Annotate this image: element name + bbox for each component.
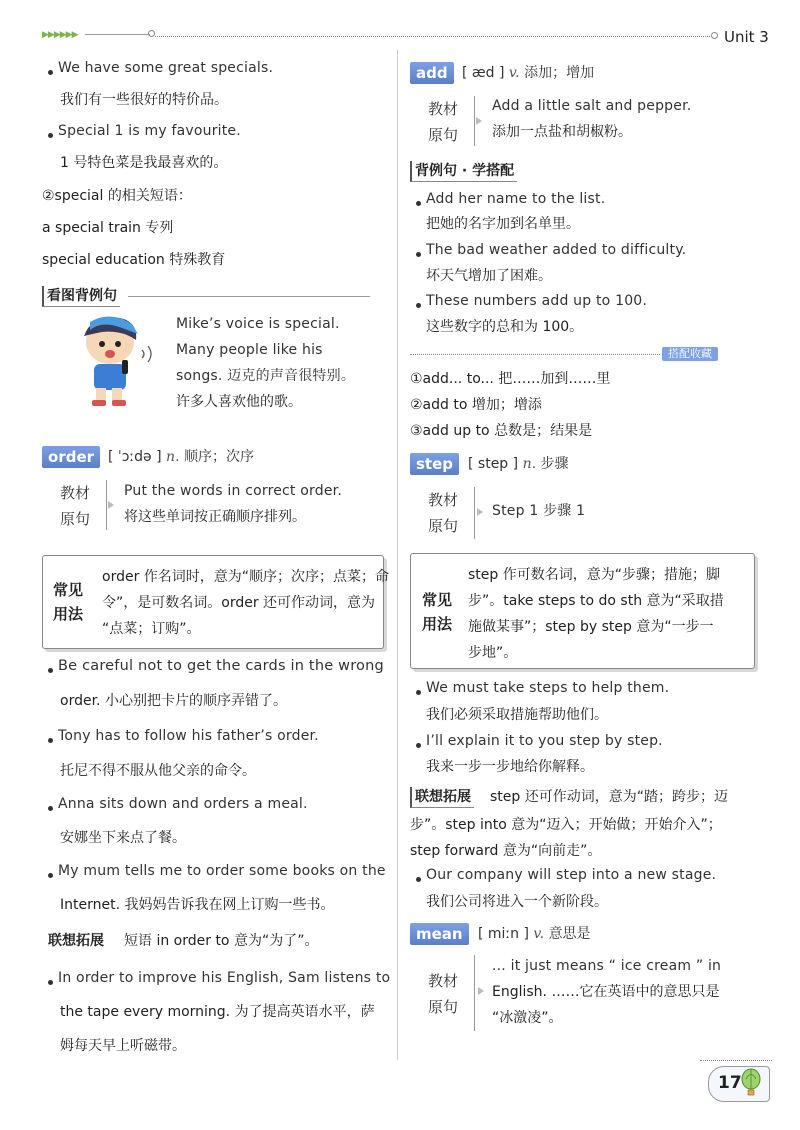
balloon-icon: [740, 1068, 762, 1096]
headword-step: step: [410, 453, 459, 475]
textbook-label: 教材 原句: [428, 100, 459, 144]
example-en: Special 1 is my favourite.: [58, 123, 241, 139]
usage-line: 施做某事”；step by step 意为“一步一: [468, 619, 714, 635]
bullet: [48, 806, 53, 811]
example-en: We must take steps to help them.: [426, 680, 670, 696]
phonetic: [ ˈɔːdə ] n. 顺序；次序: [108, 449, 254, 465]
footer-dotted-rule: [700, 1060, 772, 1061]
extend-example-line: the tape every morning. 为了提高英语水平，萨: [60, 1004, 375, 1020]
header-arrows: ▶▶▶▶▶▶: [42, 30, 78, 40]
bullet: [416, 690, 421, 695]
bullet: [48, 668, 53, 673]
usage-label: 常见 用法: [421, 591, 452, 633]
picture-line: 许多人喜欢他的歌。: [176, 394, 302, 410]
bullet: [48, 738, 53, 743]
headword-mean: mean: [410, 923, 469, 945]
extend-example-line: In order to improve his English, Sam listens to: [58, 970, 391, 986]
textbook-label: 教材 原句: [428, 491, 459, 535]
headword-order: order: [42, 446, 100, 468]
picture-line: Mike’s voice is special.: [176, 316, 340, 332]
textbook-zh: 添加一点盐和胡椒粉。: [492, 124, 632, 140]
picture-line: songs. 迈克的声音很特别。: [176, 368, 356, 384]
pointer-icon: [478, 987, 484, 995]
collect-rule: [410, 354, 660, 355]
textbook-en: Put the words in correct order.: [124, 483, 342, 499]
example-zh: 托尼不得不服从他父亲的命令。: [60, 763, 256, 779]
textbook-en: Step 1 步骤 1: [492, 503, 586, 519]
example-zh: 我们必须采取措施帮助他们。: [426, 707, 608, 723]
bullet: [48, 873, 53, 878]
example-en: Add her name to the list.: [426, 191, 606, 207]
extend-label: 联想拓展: [410, 787, 474, 808]
section-rule: [128, 296, 370, 297]
header-rule-left: [85, 34, 150, 35]
bullet: [416, 743, 421, 748]
unit-label: Unit 3: [724, 28, 769, 46]
phonetic: [ æd ] v. 添加；增加: [462, 65, 595, 81]
example-en: I’ll explain it to you step by step.: [426, 733, 663, 749]
extend-line: step forward 意为“向前走”。: [410, 843, 602, 859]
usage-line: order 作名词时，意为“顺序；次序；点菜；命: [102, 569, 390, 585]
example-en: My mum tells me to order some books on the: [58, 863, 386, 879]
example-zh: 我们公司将进入一个新阶段。: [426, 894, 608, 910]
column-divider: [397, 50, 398, 1060]
textbook-label: 教材 原句: [60, 484, 91, 528]
example-zh: 安娜坐下来点了餐。: [60, 830, 186, 846]
picture-line: Many people like his: [176, 342, 323, 358]
example-section-title: 背例句 · 学搭配: [410, 161, 517, 182]
usage-line: 令”，是可数名词。order 还可作动词，意为: [102, 595, 376, 611]
example-zh: 把她的名字加到名单里。: [426, 216, 580, 232]
phrase-item: special education 特殊教育: [42, 252, 226, 268]
bullet: [48, 980, 53, 985]
collocation-item: ②add to 增加；增添: [410, 397, 542, 413]
example-zh: 坏天气增加了困难。: [426, 268, 552, 284]
extend-line: 步”。step into 意为“迈入；开始做；开始介入”；: [410, 817, 722, 833]
picture-section-title: 看图背例句: [42, 286, 120, 307]
bullet: [416, 201, 421, 206]
example-en: We have some great specials.: [58, 60, 274, 76]
textbook-line: ... it just means “ ice cream ” in: [492, 958, 722, 974]
phrase-title: ②special 的相关短语：: [42, 188, 192, 204]
pointer-icon: [108, 501, 114, 509]
usage-line: step 作可数名词，意为“步骤；措施；脚: [468, 567, 720, 583]
label-bar: [474, 487, 475, 539]
label-bar: [474, 955, 475, 1031]
extend-text: 短语 in order to 意为“为了”。: [124, 933, 319, 949]
usage-line: “点菜；订购”。: [102, 621, 201, 637]
phonetic: [ step ] n. 步骤: [468, 456, 569, 472]
example-en: The bad weather added to difficulty.: [426, 242, 687, 258]
textbook-zh: 将这些单词按正确顺序排列。: [124, 509, 306, 525]
collocation-item: ①add... to... 把……加到……里: [410, 371, 611, 387]
boy-illustration: [62, 310, 162, 410]
pointer-icon: [476, 117, 482, 125]
label-bar: [106, 480, 107, 530]
phonetic: [ miːn ] v. 意思是: [478, 926, 591, 942]
bullet: [416, 252, 421, 257]
extend-line: step 还可作动词，意为“踏；跨步；迈: [490, 789, 728, 805]
example-zh: 这些数字的总和为 100。: [426, 319, 584, 335]
header-dotted-rule: [155, 36, 710, 37]
usage-line: 步”。take steps to do sth 意为“采取措: [468, 593, 724, 609]
bullet: [48, 70, 53, 75]
extend-label: 联想拓展: [48, 933, 104, 949]
bullet: [416, 303, 421, 308]
headword-add: add: [410, 62, 454, 84]
example-zh: order. 小心别把卡片的顺序弄错了。: [60, 693, 287, 709]
example-zh: 我来一步一步地给你解释。: [426, 759, 594, 775]
textbook-line: “冰激凌”。: [492, 1010, 563, 1026]
bullet: [416, 877, 421, 882]
example-en: Anna sits down and orders a meal.: [58, 796, 308, 812]
label-bar: [474, 96, 475, 146]
example-zh: 我们有一些很好的特价品。: [60, 92, 228, 108]
bullet: [48, 133, 53, 138]
usage-line: 步地”。: [468, 645, 518, 661]
usage-label: 常见 用法: [52, 581, 83, 623]
header-rule-circle: [148, 30, 155, 37]
collocation-item: ③add up to 总数是；结果是: [410, 423, 593, 439]
example-en: Tony has to follow his father’s order.: [58, 728, 319, 744]
textbook-line: English. ……它在英语中的意思只是: [492, 984, 720, 1000]
phrase-item: a special train 专列: [42, 220, 174, 236]
example-en: Our company will step into a new stage.: [426, 867, 717, 883]
example-en: Be careful not to get the cards in the wrong: [58, 658, 384, 674]
header-rule-circle-right: [711, 32, 718, 39]
example-zh: Internet. 我妈妈告诉我在网上订购一些书。: [60, 897, 335, 913]
example-en: These numbers add up to 100.: [426, 293, 648, 309]
example-zh: 1 号特色菜是我最喜欢的。: [60, 155, 228, 171]
pointer-icon: [477, 508, 483, 516]
textbook-label: 教材 原句: [428, 972, 459, 1016]
extend-example-line: 姆每天早上听磁带。: [60, 1038, 186, 1054]
page-number: 17: [718, 1073, 742, 1093]
collect-tag: 搭配收藏: [662, 347, 718, 361]
textbook-en: Add a little salt and pepper.: [492, 98, 692, 114]
